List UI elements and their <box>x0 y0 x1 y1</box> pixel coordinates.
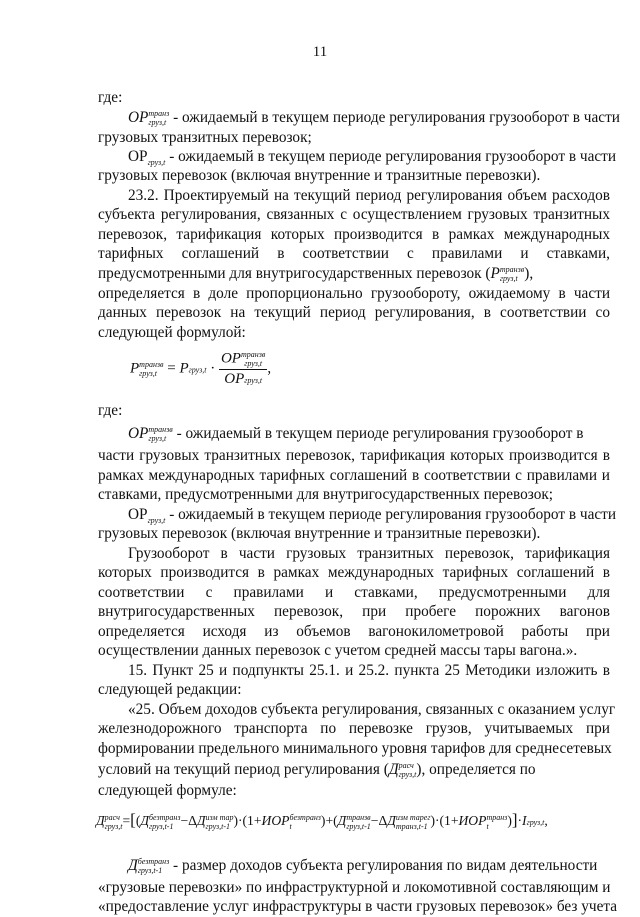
symbol-i: I <box>522 813 527 828</box>
text-line: ставками, предусмотренными для внутригосударственных перевозок; <box>98 486 554 503</box>
symbol-d: Д <box>128 857 138 874</box>
symbol-op: ОР <box>224 371 245 387</box>
symbol-p: Р <box>130 360 140 377</box>
symbol-indices: безтранз t <box>289 812 321 831</box>
symbol-subscript: груз,t <box>244 376 263 385</box>
symbol-subscript: груз,t <box>147 158 166 168</box>
text-line: «предоставление услуг инфраструктуры в части грузовых перевозок» без учета <box>98 898 618 915</box>
text-span: предусмотренными для внутригосударственных перевозок ( <box>98 265 491 282</box>
symbol-d: Д <box>96 813 105 828</box>
symbol-indices: изм тар груз,t-1 <box>205 812 234 831</box>
symbol-op: ОР <box>220 350 241 367</box>
text-line: грузовых перевозок (включая внутренние и транзитные перевозки). <box>98 525 541 542</box>
definition-text: - ожидаемый в текущем периоде регулирования грузооборот в части <box>173 109 620 126</box>
symbol-op: ОР <box>128 425 149 442</box>
text-line: «25. Объем доходов субъекта регулирования, связанных с оказанием услуг <box>128 701 616 718</box>
text-line: перевозок, тарификация которых производится в рамках международных <box>98 226 610 243</box>
text-line <box>98 760 610 780</box>
symbol-ior: ИОР <box>458 813 487 828</box>
text-line: «грузовые перевозки» по инфраструктурной и локомотивной составляющим и <box>98 879 611 896</box>
text-line <box>98 264 610 284</box>
symbol-d: Д <box>196 813 206 828</box>
symbol-p: Р <box>179 360 189 377</box>
symbol-subscript: груз,t <box>526 818 545 827</box>
text-line: где: <box>98 89 123 106</box>
text-line: определяется в доле пропорционально грузообороту, ожидаемому в части <box>98 285 610 302</box>
text-line: соответствии с правилами и ставками, предусмотренными для <box>98 584 610 601</box>
symbol-indices: транз груз,t <box>148 109 170 128</box>
definition-line <box>128 424 610 444</box>
text-line: 23.2. Проектируемый на текущий период регулирования объем расходов <box>128 187 610 204</box>
fraction <box>219 350 267 388</box>
text-line: грузовых транзитных перевозок; <box>98 129 312 146</box>
text-line: формировании предельного минимального уровня тарифов для среднесетевых <box>98 740 612 757</box>
text-span: условий на текущий период регулирования ( <box>98 761 389 778</box>
text-line: которых производится в рамках международных тарифных соглашений в <box>98 564 610 581</box>
text-line: следующей формулой: <box>98 324 246 341</box>
symbol-indices: транзв груз,t-1 <box>346 812 371 831</box>
text-line: следующей редакции: <box>98 681 242 698</box>
page-number: 11 <box>312 44 328 60</box>
definition-text: - ожидаемый в текущем периоде регулирования грузооборот в части <box>169 506 617 523</box>
text-span: ), определяется по <box>416 761 536 778</box>
text-line: определяется исходя из объемов вагонокилометровой работы при <box>98 623 610 640</box>
definition-line <box>128 108 620 128</box>
text-line: железнодорожного транспорта по перевозке грузов, учитываемых при <box>98 720 610 737</box>
text-line: внутригосударственных перевозок, при пробеге порожних вагонов <box>98 603 610 620</box>
formula-20: Д расч груз,t =[(Д безтранз груз,t-1 −ΔД изм тар груз,t-1 )·(1+ИОР безтранз t )+(Д транзв груз,t-1 −ΔД изм тарег транз,t-1 )·(1+ИОР транз t )]·Iгруз,t, <box>96 810 548 831</box>
definition-text: - ожидаемый в текущем периоде регулирования грузооборот в части <box>169 148 617 165</box>
text-line: тарифных соглашений в соответствии с правилами и ставками, <box>98 245 610 262</box>
symbol-op: ОР <box>128 506 148 523</box>
definition-line <box>128 856 610 876</box>
symbol-op: ОР <box>128 109 149 126</box>
symbol-d: Д <box>337 813 347 828</box>
symbol-indices: безтранз груз,t-1 <box>137 857 170 876</box>
definition-text: - ожидаемый в текущем периоде регулирования грузооборот в <box>176 425 584 442</box>
symbol-indices: расч груз,t <box>398 761 417 780</box>
text-line: части грузовых транзитных перевозок, тарификация которых производится в <box>98 447 610 464</box>
symbol-indices: изм тарег транз,t-1 <box>395 812 431 831</box>
symbol-indices: транзв груз,t <box>240 350 266 368</box>
formula-19: Р транзв груз,t = Ргруз,t · ОР транзв груз,t ОРгруз,t , <box>130 350 272 387</box>
symbol-p: Р <box>490 265 500 282</box>
text-line: 15. Пункт 25 и подпункты 25.1. и 25.2. пункта 25 Методики изложить в <box>128 662 610 679</box>
text-line: грузовых перевозок (включая внутренние и транзитные перевозки). <box>98 167 541 184</box>
symbol-op: ОР <box>128 148 148 165</box>
text-line: следующей формуле: <box>98 782 237 799</box>
symbol-d: Д <box>140 813 149 828</box>
symbol-indices: транз t <box>486 812 508 831</box>
text-line: Грузооборот в части грузовых транзитных перевозок, тарификация <box>128 545 610 562</box>
text-line: данных перевозок на текущий период регулирования, в соответствии со <box>98 304 610 321</box>
text-line: рамках международных тарифных соглашений в соответствии с правилами и <box>98 467 610 484</box>
symbol-indices: безтранз груз,t-1 <box>149 812 181 831</box>
symbol-subscript: груз,t <box>147 516 166 526</box>
symbol-d: Д <box>387 813 396 828</box>
symbol-ior: ИОР <box>261 813 290 828</box>
symbol-indices: расч груз,t <box>104 812 123 831</box>
symbol-d: Д <box>388 761 399 778</box>
definition-line <box>128 505 617 526</box>
text-span: ), <box>524 265 534 282</box>
text-line: субъекта регулирования, связанных с осуществлением грузовых транзитных <box>98 206 610 223</box>
symbol-indices: транзв груз,t <box>148 425 173 444</box>
definition-line <box>128 147 617 168</box>
symbol-subscript: груз,t <box>188 365 207 375</box>
text-line: осуществлении данных перевозок с учетом средней массы тары вагона.». <box>98 642 578 659</box>
text-line: где: <box>98 402 123 419</box>
definition-text: - размер доходов субъекта регулирования по видам деятельности <box>173 857 598 874</box>
symbol-indices: транзв груз,t <box>499 265 525 284</box>
symbol-indices: транзв груз,t <box>139 360 164 378</box>
